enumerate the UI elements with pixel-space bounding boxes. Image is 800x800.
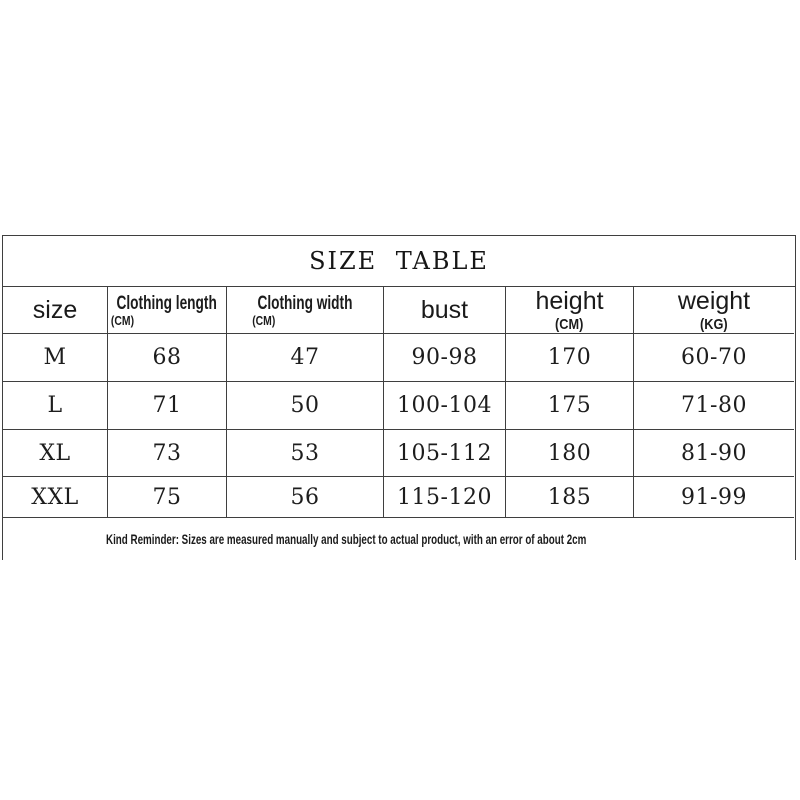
column-header-height [506, 287, 634, 334]
table-header-row [3, 287, 795, 334]
column-header-unit: (CM) [111, 312, 135, 328]
column-header-label: weight [677, 287, 751, 315]
column-header-clothing-length [108, 287, 227, 334]
cell-clothing-length: 73 [108, 430, 227, 477]
cell-clothing-width: 56 [227, 477, 384, 518]
column-header-bust [384, 287, 506, 334]
column-header-clothing-width [227, 287, 384, 334]
cell-weight: 81-90 [634, 430, 794, 477]
cell-height: 170 [506, 334, 634, 382]
table-row-m [3, 334, 795, 382]
table-row-l [3, 382, 795, 430]
column-header-unit: (CM) [555, 316, 584, 333]
size-table-title: SIZE TABLE [309, 247, 489, 275]
table-row-xxl [3, 477, 795, 518]
cell-height: 185 [506, 477, 634, 518]
cell-clothing-length: 68 [108, 334, 227, 382]
cell-height: 180 [506, 430, 634, 477]
column-header-label: size [32, 295, 78, 324]
cell-weight: 91-99 [634, 477, 794, 518]
cell-size: M [3, 334, 108, 382]
reminder-note-row [3, 518, 795, 560]
size-table [2, 235, 796, 560]
cell-bust: 115-120 [384, 477, 506, 518]
column-header-label: Clothing width [257, 292, 353, 314]
cell-clothing-length: 75 [108, 477, 227, 518]
cell-clothing-length: 71 [108, 382, 227, 430]
cell-height: 175 [506, 382, 634, 430]
column-header-unit: (CM) [252, 312, 276, 328]
cell-bust: 105-112 [384, 430, 506, 477]
cell-clothing-width: 53 [227, 430, 384, 477]
table-row-xl [3, 430, 795, 477]
column-header-stack [239, 293, 371, 328]
cell-bust: 100-104 [384, 382, 506, 430]
column-header-size [3, 287, 108, 334]
size-table-title-row [3, 236, 795, 287]
cell-weight: 71-80 [634, 382, 794, 430]
cell-clothing-width: 50 [227, 382, 384, 430]
column-header-weight [634, 287, 794, 334]
reminder-note: Kind Reminder: Sizes are measured manually and subject to actual product, with an error of about 2cm [106, 531, 587, 547]
column-header-label: height [535, 287, 604, 315]
cell-size: XL [3, 430, 108, 477]
column-header-unit: (KG) [700, 316, 728, 333]
column-header-label: Clothing length [116, 292, 218, 314]
cell-weight: 60-70 [634, 334, 794, 382]
cell-clothing-width: 47 [227, 334, 384, 382]
cell-size: XXL [3, 477, 108, 518]
column-header-label: bust [420, 295, 469, 324]
cell-size: L [3, 382, 108, 430]
column-header-stack [108, 293, 227, 328]
cell-bust: 90-98 [384, 334, 506, 382]
